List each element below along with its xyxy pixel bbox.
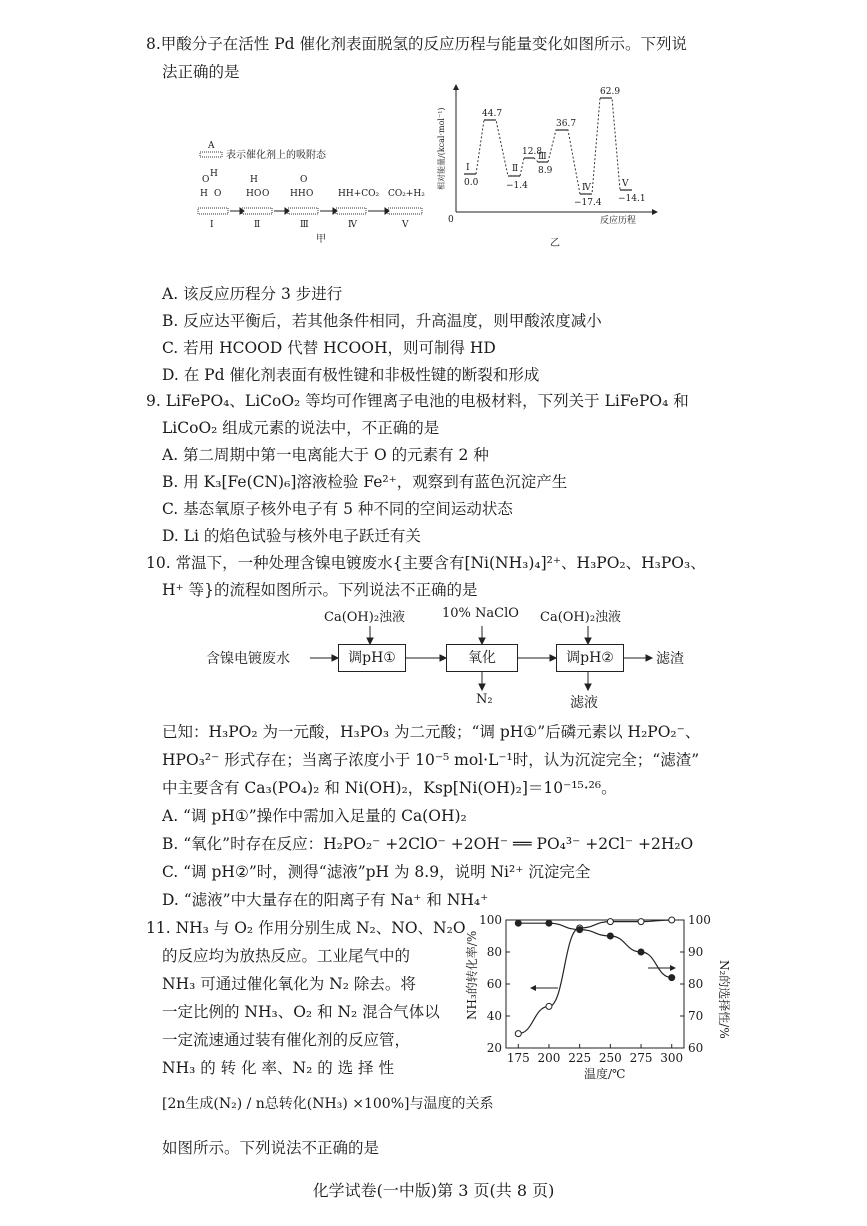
stage-2-label: Ⅱ bbox=[254, 220, 261, 230]
q8-option-b: B. 反应达平衡后，若其他条件相同，升高温度，则甲酸浓度减小 bbox=[162, 312, 602, 330]
chart-xlabel: 温度/℃ bbox=[584, 1067, 626, 1081]
q9-stem-line1: 9. LiFePO₄、LiCoO₂ 等均可作锂离子电池的电极材料，下列关于 LiFePO₄ 和 bbox=[146, 392, 689, 410]
stage-5-label: Ⅴ bbox=[402, 220, 409, 230]
series-2-point bbox=[607, 933, 613, 939]
level-3-label: Ⅱ bbox=[512, 164, 519, 174]
q10-option-c: C. “调 pH②”时，测得“滤液”pH 为 8.9，说明 Ni²⁺ 沉淀完全 bbox=[162, 863, 591, 881]
q8-option-d: D. 在 Pd 催化剂表面有极性键和非极性键的断裂和形成 bbox=[162, 366, 540, 384]
q9-stem-line2: LiCoO₂ 组成元素的说法中，不正确的是 bbox=[162, 419, 440, 437]
svg-text:H: H bbox=[210, 169, 218, 179]
svg-text:O: O bbox=[300, 175, 308, 185]
svg-text:H: H bbox=[250, 175, 258, 185]
q11-line4: 一定比例的 NH₃、O₂ 和 N₂ 混合气体以 bbox=[162, 1003, 440, 1021]
stage-1-label: I bbox=[210, 220, 214, 230]
chart-ylabel-right: N₂的选择性/% bbox=[717, 960, 731, 1039]
right-tick-label: 100 bbox=[688, 913, 711, 927]
x-tick-label: 250 bbox=[598, 1051, 622, 1065]
q10-known-line1: 已知：H₃PO₂ 为一元酸，H₃PO₃ 为二元酸；“调 pH①”后磷元素以 H₂PO₂⁻、 bbox=[162, 723, 701, 741]
level-2-value: 44.7 bbox=[482, 109, 503, 119]
yi-ylabel: 相对能量/(kcal·mol⁻¹) bbox=[437, 107, 446, 190]
series-2-point bbox=[638, 949, 644, 955]
right-axis-arrowhead bbox=[670, 965, 676, 971]
page-footer: 化学试卷(一中版)第 3 页(共 8 页) bbox=[312, 1181, 555, 1200]
x-tick-label: 175 bbox=[506, 1051, 530, 1065]
q11-line5: 一定流速通过装有催化剂的反应管， bbox=[162, 1031, 411, 1049]
x-tick-label: 225 bbox=[568, 1051, 592, 1065]
svg-text:O: O bbox=[306, 189, 314, 199]
svg-text:H: H bbox=[200, 189, 208, 199]
level-8-value: 62.9 bbox=[600, 87, 621, 97]
fig-yi-caption: 乙 bbox=[550, 238, 560, 249]
series-1-point bbox=[638, 919, 644, 925]
flow-reagent-1: Ca(OH)₂浊液 bbox=[324, 610, 406, 625]
x-tick-label: 300 bbox=[660, 1051, 684, 1065]
svg-text:H: H bbox=[246, 189, 254, 199]
q8-option-c: C. 若用 HCOOD 代替 HCOOH，则可制得 HD bbox=[162, 339, 496, 357]
level-9-label: Ⅴ bbox=[622, 179, 629, 189]
left-axis-arrowhead bbox=[530, 985, 536, 991]
svg-text:O: O bbox=[262, 189, 270, 199]
series-2-line bbox=[518, 923, 671, 977]
flow-reagent-3: Ca(OH)₂浊液 bbox=[540, 610, 622, 625]
series-1-point bbox=[607, 919, 613, 925]
figure-jia bbox=[190, 130, 450, 250]
svg-text:HH: HH bbox=[290, 189, 306, 199]
q8-option-a: A. 该反应历程分 3 步进行 bbox=[162, 285, 343, 303]
left-tick-label: 20 bbox=[486, 1041, 502, 1055]
q11-line1: 11. NH₃ 与 O₂ 作用分别生成 N₂、NO、N₂O bbox=[146, 919, 466, 937]
q10-known-line2: HPO₃²⁻ 形式存在；当离子浓度小于 10⁻⁵ mol·L⁻¹时，认为沉淀完全；“滤渣” bbox=[162, 751, 700, 769]
level-4-value: 12.8 bbox=[522, 147, 543, 157]
series-2-point bbox=[546, 920, 552, 926]
left-tick-label: 100 bbox=[479, 913, 502, 927]
q10-option-d: D. “滤液”中大量存在的阳离子有 Na⁺ 和 NH₄⁺ bbox=[162, 891, 489, 909]
svg-text:O: O bbox=[202, 175, 210, 185]
right-tick-label: 70 bbox=[688, 1009, 704, 1023]
left-tick-label: 40 bbox=[486, 1009, 502, 1023]
flow-box-adjust-ph2: 调pH② bbox=[556, 644, 624, 672]
legend-text: 表示催化剂上的吸附态 bbox=[226, 150, 326, 161]
flow-input: 含镍电镀废水 bbox=[206, 651, 290, 667]
species-IV: HH+CO₂ bbox=[338, 189, 380, 199]
q8-stem-line2: 法正确的是 bbox=[162, 63, 240, 81]
species-V: CO₂+H₂ bbox=[388, 189, 425, 199]
level-9-value: −14.1 bbox=[618, 194, 646, 204]
q10-option-b: B. “氧化”时存在反应：H₂PO₂⁻ +2ClO⁻ +2OH⁻ ══ PO₄³⁻ +2Cl⁻ +2H₂O bbox=[162, 835, 694, 853]
q11-line8: 如图所示。下列说法不正确的是 bbox=[162, 1139, 380, 1157]
svg-text:O: O bbox=[254, 189, 262, 199]
flow-out-n2: N₂ bbox=[476, 692, 493, 707]
q10-known-line3: 中主要含有 Ca₃(PO₄)₂ 和 Ni(OH)₂，Ksp[Ni(OH)₂]＝10⁻¹⁵·²⁶。 bbox=[162, 779, 617, 797]
chart-frame bbox=[506, 920, 684, 1048]
flow-box-adjust-ph1: 调pH① bbox=[338, 644, 406, 672]
series-1-point bbox=[515, 1031, 521, 1037]
right-tick-label: 80 bbox=[688, 977, 704, 991]
right-tick-label: 90 bbox=[688, 945, 704, 959]
q11-line6: NH₃ 的 转 化 率、N₂ 的 选 择 性 bbox=[162, 1059, 394, 1077]
series-1-point bbox=[546, 1003, 552, 1009]
legend-A: A bbox=[208, 141, 215, 151]
figure-yi bbox=[420, 82, 670, 252]
left-tick-label: 80 bbox=[486, 945, 502, 959]
q9-option-b: B. 用 K₃[Fe(CN)₆]溶液检验 Fe²⁺，观察到有蓝色沉淀产生 bbox=[162, 473, 568, 491]
q11-line2: 的反应均为放热反应。工业尾气中的 bbox=[162, 947, 411, 965]
level-6-value: 36.7 bbox=[556, 119, 577, 129]
stage-4-label: Ⅳ bbox=[348, 220, 357, 230]
level-7-label: Ⅳ bbox=[582, 183, 591, 193]
level-5-value: 8.9 bbox=[538, 166, 553, 176]
q11-line7: [2n生成(N₂) / n总转化(NH₃) ×100%]与温度的关系 bbox=[162, 1096, 494, 1112]
series-1-line bbox=[518, 920, 671, 1034]
flow-output-residue: 滤渣 bbox=[656, 651, 684, 667]
q10-stem-line1: 10. 常温下，一种处理含镍电镀废水{主要含有[Ni(NH₃)₄]²⁺、H₃PO₂、H₃PO₃、 bbox=[146, 554, 706, 572]
series-1-point bbox=[669, 917, 675, 923]
nh3-chart bbox=[462, 912, 732, 1084]
level-1-value: 0.0 bbox=[464, 178, 479, 188]
fig-jia-caption: 甲 bbox=[316, 234, 326, 245]
series-2-point bbox=[515, 920, 521, 926]
series-2-point bbox=[577, 927, 583, 933]
yi-xlabel: 反应历程 bbox=[600, 216, 637, 226]
flow-box-oxidation: 氧化 bbox=[446, 644, 518, 672]
left-tick-label: 60 bbox=[486, 977, 502, 991]
flow-reagent-2: 10% NaClO bbox=[442, 606, 519, 621]
level-5-label: Ⅲ bbox=[538, 152, 547, 162]
right-tick-label: 60 bbox=[688, 1041, 704, 1055]
level-1-label: I bbox=[466, 163, 470, 173]
origin-label: 0 bbox=[448, 215, 454, 225]
svg-text:O: O bbox=[214, 189, 222, 199]
level-3-value: −1.4 bbox=[506, 181, 528, 191]
chart-ylabel-left: NH₃的转化率/% bbox=[465, 930, 479, 1020]
series-2-point bbox=[669, 975, 675, 981]
x-tick-label: 200 bbox=[537, 1051, 561, 1065]
level-7-value: −17.4 bbox=[574, 198, 602, 208]
flow-diagram bbox=[200, 604, 720, 716]
x-tick-label: 275 bbox=[629, 1051, 653, 1065]
q9-option-a: A. 第二周期中第一电离能大于 O 的元素有 2 种 bbox=[162, 446, 489, 464]
flow-out-filtrate: 滤液 bbox=[570, 695, 598, 711]
q10-option-a: A. “调 pH①”操作中需加入足量的 Ca(OH)₂ bbox=[162, 807, 467, 825]
q9-option-c: C. 基态氧原子核外电子有 5 种不同的空间运动状态 bbox=[162, 500, 513, 518]
q11-line3: NH₃ 可通过催化氧化为 N₂ 除去。将 bbox=[162, 975, 416, 993]
q9-option-d: D. Li 的焰色试验与核外电子跃迁有关 bbox=[162, 527, 421, 545]
q10-stem-line2: H⁺ 等}的流程如图所示。下列说法不正确的是 bbox=[162, 581, 478, 599]
q8-stem-line1: 8.甲酸分子在活性 Pd 催化剂表面脱氢的反应历程与能量变化如图所示。下列说 bbox=[146, 35, 687, 53]
stage-3-label: Ⅲ bbox=[300, 220, 309, 230]
